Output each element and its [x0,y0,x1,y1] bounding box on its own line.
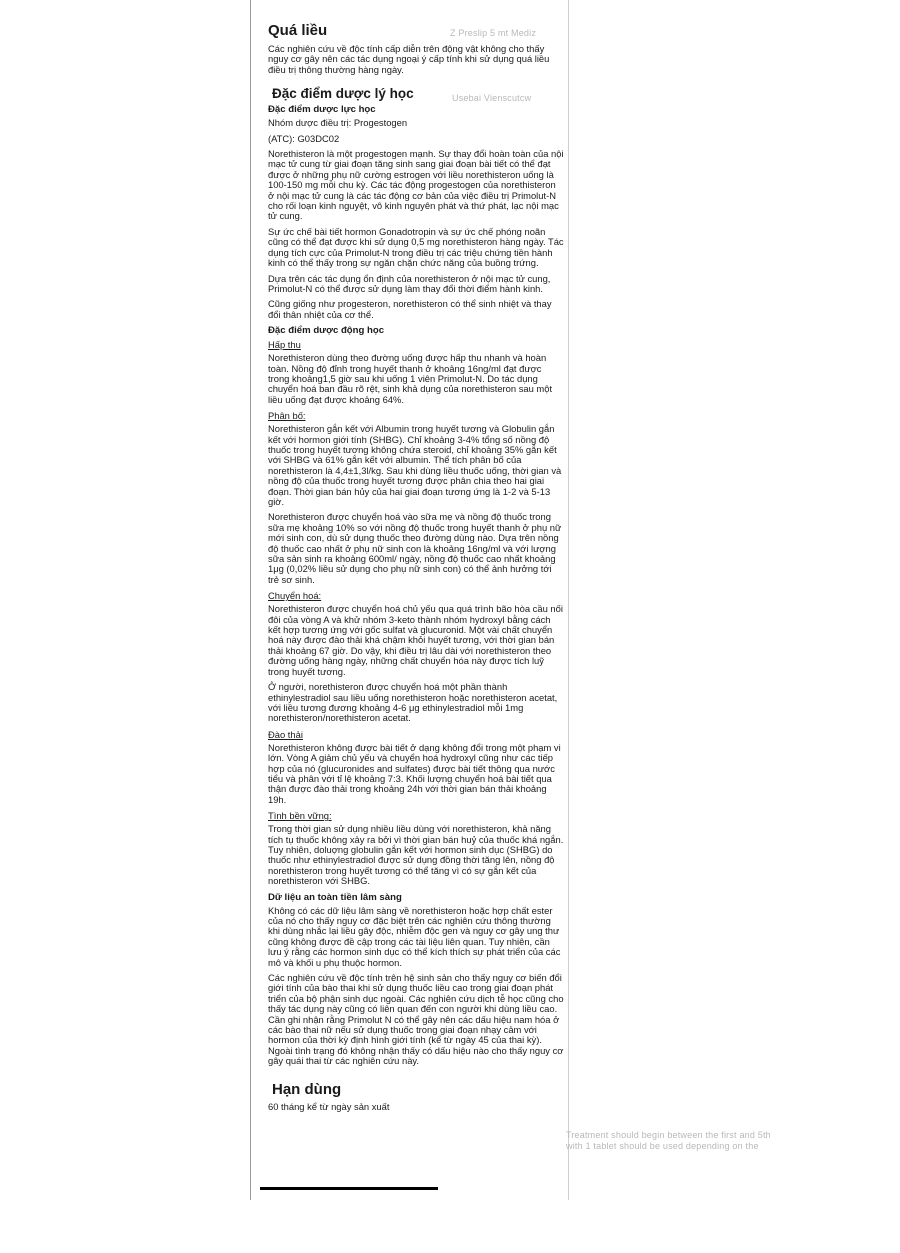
paragraph: Norethisteron không được bài tiết ở dạng không đổi trong một phạm vi lớn. Vòng A giảm chủ yếu và chuyển hoá hydroxyl cũng như các tiếp hợp của nó (glucuronides and sulfates) được bài tiết thông qua nước tiểu và phân với tỉ lệ khoảng 7:3. Khối lượng chuyển hoá bài tiết qua thận được đào thải trong khoảng 24h với thời gian bán thải khoảng 19h. [268,741,561,805]
pharmacology-title: Đặc điểm dược lý học [272,86,414,102]
paragraph: Sự ức chế bài tiết hormon Gonadotropin và sự ức chế phóng noãn cũng có thể đạt được khi sử dụng 0,5 mg norethisteron hàng ngày. Tác dụng tích cực của Primolut-N trong điều trị các triệu chứng tiền hành kinh có thể thấy trong sự ngăn chặn chức năng của buồng trứng. [268,225,564,269]
metabolism-title: Chuyển hoá: [268,590,322,602]
elimination-title: Đào thải [268,728,303,740]
paragraph: Các nghiên cứu về độc tính trên hệ sinh sản cho thấy nguy cơ biến đổi giới tính của bào thai khi sử dụng thuốc liều cao trong giai đoạn phát triển của bộ phận sinh dục ngoài. Các nghiên cứu dịch tễ học cũng cho thấy tác dụng này cũng có liên quan đến con người khi dùng liều cao. Cần ghi nhận rằng Primolut N có thể gây nên các dấu hiệu nam hóa ở các bào thai nữ nếu sử dụng thuốc trong giai đoạn nhạy cảm với hormon của thời kỳ định hình giới tính (kể từ ngày 45 của thai kỳ). Ngoài tình trạng đó không nhận thấy có dấu hiệu nào cho thấy nguy cơ gây quái thai từ các nghiên cứu này. [268,972,564,1067]
atc-code: (ATC): G03DC02 [268,132,340,144]
steady-state-title: Tình bền vững: [268,810,332,822]
paragraph: Dựa trên các tác dụng ổn định của norethisteron ở nội mạc tử cung, Primolut-N có thể được sử dụng làm thay đổi thời điểm hành kinh. [268,272,551,294]
leaflet-content [268,22,564,1117]
paragraph: Norethisteron được chuyển hoá chủ yếu qua quá trình bão hòa cầu nối đôi của vòng A và khử nhóm 3-keto thành nhóm hydroxyl bằng cách kết hợp tương ứng với gốc sulfat và glucuronid. Một vài chất chuyển hoá này được đào thải khá chậm khỏi huyết tương, với thời gian bán thải khoảng 67 giờ. Do vậy, khi điều trị lâu dài với norethisteron theo đường uống hàng ngày, những chất chuyển hóa này được tích luỹ trong huyết tương. [268,603,563,677]
paragraph: Norethisteron gắn kết với Albumin trong huyết tương và Globulin gắn kết với hormon giới tính (SHBG). Chỉ khoảng 3-4% tổng số nồng độ thuốc trong huyết tương không chứa steroid, chỉ khoảng 35% gắn kết với SHBG và 61% gắn kết với albumin. Thể tích phân bố của norethisteron là 4,4±1,3l/kg. Sau khi dùng liều thuốc uống, thời gian và nồng độ của thuốc trong huyết tương được phân chia theo hai giai đoạn. Thời gian bán hủy của hai giai đoạn tương ứng là 1-2 và 5-13 giờ. [268,423,562,507]
shelf-life-section [268,1081,564,1112]
bleed-through-text: Usebai Vienscutcw [452,93,532,103]
sheet-left-edge [250,0,251,1200]
pharmacodynamics-title: Đặc điểm dược lực học [268,104,376,116]
shelf-life-title: Hạn dùng [272,1080,342,1098]
paragraph: Không có các dữ liệu lâm sàng về norethisteron hoặc hợp chất ester của nó cho thấy nguy cơ đặc biệt trên các nghiên cứu thông thường khi dùng nhắc lại liều gây độc, nhiễm độc gen và nguy cơ gây ung thư cũng không được đề cập trong các tài liệu liên quan. Tuy nhiên, cần lưu ý rằng các hormon sinh dục có thể kích thích sự phát triển của các mô và khối u phụ thuộc hormon. [268,904,561,968]
overdose-title: Quá liều [268,22,328,39]
paragraph: Norethisteron là một progestogen mạnh. Sự thay đổi hoàn toàn của nội mạc tử cung từ giai đoạn tăng sinh sang giai đoạn bài tiết có thể đạt được ở những phụ nữ cường estrogen với liều norethisteron uống là 100-150 mg mỗi chu kỳ. Các tác động progestogen của norethisteron ở nội mạc tử cung là các tác động cơ bản của việc điều trị Primolut-N cho rối loạn kinh nguyệt, vô kinh nguyên phát và thứ phát, lạc nội mạc tử cung. [268,148,564,222]
shelf-life-text: 60 tháng kể từ ngày sản xuất [268,1100,390,1112]
distribution-title: Phân bố: [268,410,306,422]
bleed-through-text: Z Preslip 5 mt Mediz [450,28,537,38]
absorption-title: Hấp thu [268,339,301,351]
overdose-section [268,22,564,75]
overdose-body: Các nghiên cứu về độc tính cấp diễn trên động vật không cho thấy nguy cơ gây nên các tác dụng ngoại ý cấp tính khi sử dụng quá liều điều trị thông thường hàng ngày. [268,43,550,75]
paragraph: Ở người, norethisteron được chuyển hoá một phần thành ethinylestradiol sau liều uống norethisteron hoặc norethisteron acetat, với liều tương đương khoảng 4-6 μg ethinylestradiol mỗi 1mg norethisteron/norethisteron acetat. [268,681,558,724]
footer-rule [260,1187,438,1190]
pharmacology-section [268,86,564,1066]
therapeutic-group: Nhóm dược điều trị: Progestogen [268,117,408,129]
preclinical-title: Dữ liệu an toàn tiền lâm sàng [268,891,402,903]
paragraph: Norethisteron dùng theo đường uống được hấp thu nhanh và hoàn toàn. Nồng độ đỉnh trong huyết thanh ở khoảng 16ng/ml đạt được trong khoảng1,5 giờ sau khi uống 1 viên Primolut-N. Do tác dụng chuyển hoá ban đầu rõ rệt, sinh khả dụng của norethisteron sau một liều uống đạt được khoảng 64%. [268,352,553,405]
bleed-through-text: Treatment should begin between the first and 5th [566,1130,771,1140]
sheet-right-edge [568,0,569,1200]
paragraph: Cũng giống như progesteron, norethisteron có thể sinh nhiệt và thay đổi thân nhiệt của cơ thể. [268,298,552,320]
pharmacokinetics-title: Đặc điểm dược động học [268,325,385,337]
paragraph: Norethisteron được chuyển hoá vào sữa mẹ và nồng độ thuốc trong sữa mẹ khoảng 10% so với nồng độ thuốc trong huyết thanh ở phụ nữ mới sinh con, dù sử dụng thuốc theo đường dùng nào. Dựa trên nồng độ thuốc cao nhất ở phụ nữ sinh con là khoảng 16ng/ml và với lượng sữa sản sinh ra khoảng 600ml/ ngày, nồng độ thuốc cao nhất khoảng 1μg (0,02% liều sử dụng cho phụ nữ sinh con) có thể ảnh hưởng tới trẻ sơ sinh. [268,511,562,585]
paragraph: Trong thời gian sử dụng nhiều liều dùng với norethisteron, khả năng tích tụ thuốc không xảy ra bởi vì thời gian bán huỷ của thuốc khá ngắn. Tuy nhiên, doluợng globulin gắn kết với hormon sinh dục (SHBG) do thuốc như ethinylestradiol được sử dụng đồng thời tăng lên, nồng độ norethisteron trong huyết tương có thể tăng vì có sự gắn kết của norethisteron với SHBG. [268,823,564,887]
bleed-through-text: with 1 tablet should be used depending on the [566,1141,759,1151]
